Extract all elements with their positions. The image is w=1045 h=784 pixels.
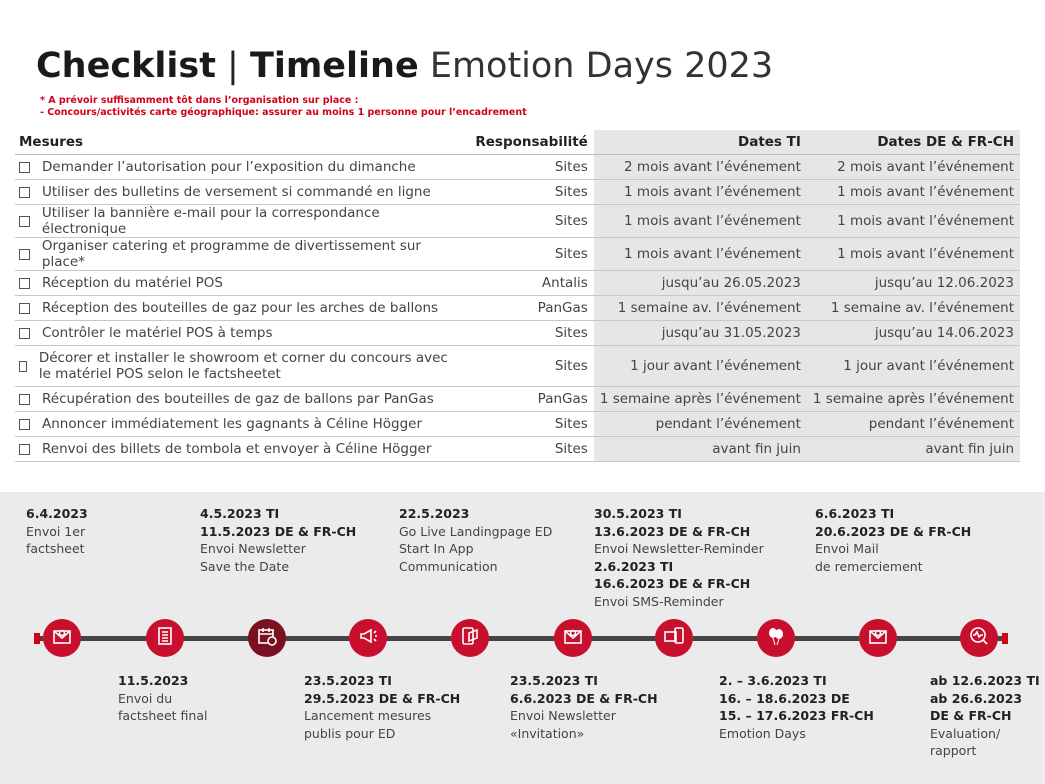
- event-text: de remerciement: [815, 558, 923, 574]
- mesure-text: Utiliser la bannière e-mail pour la correspondance électronique: [41, 205, 380, 237]
- timeline-event: [399, 505, 552, 575]
- cell-mesure: [15, 296, 469, 321]
- table-row: [15, 271, 1020, 296]
- mail-icon: [866, 624, 890, 652]
- cell-date-ti: 1 mois avant l’événement: [594, 205, 807, 238]
- page-title: Checklist | Timeline Emotion Days 2023: [36, 46, 774, 86]
- event-text: rapport: [930, 743, 977, 758]
- timeline-event: [26, 505, 88, 558]
- table-row: [15, 296, 1020, 321]
- cell-date-ti: avant fin juin: [594, 437, 807, 462]
- cell-date-de: 1 jour avant l’événement: [807, 346, 1020, 387]
- checkbox[interactable]: [19, 278, 30, 289]
- header-mesures: Mesures: [15, 130, 469, 155]
- event-text: factsheet: [26, 541, 85, 556]
- checkbox[interactable]: [19, 162, 30, 173]
- event-date: 22.5.2023: [399, 506, 470, 521]
- timeline-event: [719, 672, 874, 742]
- event-text: Emotion Days: [719, 725, 806, 741]
- checkbox[interactable]: [19, 394, 30, 405]
- cell-date-de: 1 semaine après l’événement: [807, 387, 1020, 412]
- event-date: DE & FR-CH: [930, 708, 1012, 723]
- mesure-text: Utiliser des bulletins de versement si commandé en ligne: [42, 184, 431, 200]
- event-text: Envoi Newsletter-Reminder: [594, 541, 764, 556]
- timeline-node: [349, 619, 387, 657]
- event-text: Go Live Landingpage ED: [399, 523, 553, 539]
- mesure-text: Décorer et installer le showroom et corner du concours avec le matériel POS selon le factsheetet: [38, 350, 448, 382]
- checkbox[interactable]: [19, 444, 30, 455]
- analytics-icon: [967, 624, 991, 652]
- event-date: 20.6.2023 DE & FR-CH: [815, 523, 972, 539]
- event-text: Envoi Newsletter: [510, 708, 616, 723]
- mesure-text: Renvoi des billets de tombola et envoyer à Céline Högger: [42, 441, 432, 457]
- table-row: [15, 321, 1020, 346]
- event-date: ab 26.6.2023: [930, 690, 1023, 706]
- cell-date-ti: 1 semaine av. l’événement: [594, 296, 807, 321]
- cell-mesure: [15, 205, 469, 238]
- cell-responsabilite: PanGas: [469, 296, 593, 321]
- event-text: Evaluation/: [930, 725, 1001, 741]
- event-text: Envoi 1er: [26, 523, 86, 539]
- cell-date-de: 1 mois avant l’événement: [807, 180, 1020, 205]
- table-row: [15, 437, 1020, 462]
- cell-mesure: [15, 155, 469, 180]
- timeline-node: [859, 619, 897, 657]
- checkbox[interactable]: [19, 187, 30, 198]
- checklist-table: [15, 130, 1020, 462]
- note-line: * A prévoir suffisamment tôt dans l’organisation sur place :: [40, 95, 359, 106]
- header-dates-ti: Dates TI: [594, 130, 807, 155]
- timeline-node: [960, 619, 998, 657]
- timeline-event: [200, 505, 356, 575]
- event-date: 2. – 3.6.2023 TI: [719, 673, 827, 688]
- timeline-node: [146, 619, 184, 657]
- event-text: Envoi Mail: [815, 541, 879, 556]
- table-row: [15, 205, 1020, 238]
- event-date: 11.5.2023 DE & FR-CH: [200, 523, 357, 539]
- cell-mesure: [15, 180, 469, 205]
- cell-mesure: [15, 412, 469, 437]
- event-date: 4.5.2023 TI: [200, 506, 280, 521]
- cell-date-de: jusqu’au 12.06.2023: [807, 271, 1020, 296]
- mesure-text: Réception des bouteilles de gaz pour les arches de ballons: [42, 300, 439, 316]
- cell-date-ti: 1 semaine après l’événement: [594, 387, 807, 412]
- event-date: 23.5.2023 TI: [304, 673, 392, 688]
- timeline-event: [118, 672, 207, 725]
- cell-date-ti: pendant l’événement: [594, 412, 807, 437]
- calendar-icon: [255, 624, 279, 652]
- cell-date-de: avant fin juin: [807, 437, 1020, 462]
- event-date: 30.5.2023 TI: [594, 506, 682, 521]
- timeline-node: [43, 619, 81, 657]
- megaphone-icon: [356, 624, 380, 652]
- mesure-text: Demander l’autorisation pour l’exposition du dimanche: [42, 159, 416, 175]
- cell-date-ti: 1 jour avant l’événement: [594, 346, 807, 387]
- event-text: factsheet final: [118, 708, 208, 723]
- checkbox[interactable]: [19, 303, 30, 314]
- mesure-text: Récupération des bouteilles de gaz de ballons par PanGas: [42, 391, 434, 407]
- header-responsabilite: Responsabilité: [469, 130, 593, 155]
- cell-date-de: pendant l’événement: [807, 412, 1020, 437]
- balloons-icon: [764, 624, 788, 652]
- notes: [40, 95, 527, 119]
- event-date: 2.6.2023 TI: [594, 558, 674, 574]
- table-row: [15, 387, 1020, 412]
- cell-date-de: jusqu’au 14.06.2023: [807, 321, 1020, 346]
- cell-responsabilite: Sites: [469, 205, 593, 238]
- event-text: «Invitation»: [510, 725, 585, 741]
- cell-date-ti: 1 mois avant l’événement: [594, 238, 807, 271]
- cell-responsabilite: Sites: [469, 180, 593, 205]
- event-text: Lancement mesures: [304, 708, 432, 723]
- mesure-text: Contrôler le matériel POS à temps: [42, 325, 273, 341]
- event-date: 11.5.2023: [118, 673, 189, 688]
- checkbox[interactable]: [19, 361, 27, 372]
- cell-responsabilite: Sites: [469, 346, 593, 387]
- event-text: Envoi SMS-Reminder: [594, 593, 724, 609]
- cell-mesure: [15, 387, 469, 412]
- event-text: Envoi du: [118, 690, 173, 706]
- checkbox[interactable]: [19, 419, 30, 430]
- mesure-text: Réception du matériel POS: [42, 275, 223, 291]
- header-dates-de: Dates DE & FR-CH: [807, 130, 1020, 155]
- cell-responsabilite: Sites: [469, 437, 593, 462]
- table-row: [15, 412, 1020, 437]
- timeline-event: [304, 672, 460, 742]
- timeline-start-marker: [34, 633, 40, 644]
- cell-date-de: 1 semaine av. l’événement: [807, 296, 1020, 321]
- checkbox[interactable]: [19, 249, 30, 260]
- event-date: 6.6.2023 DE & FR-CH: [510, 690, 658, 706]
- cell-mesure: [15, 437, 469, 462]
- event-date: 23.5.2023 TI: [510, 673, 598, 688]
- cell-responsabilite: PanGas: [469, 387, 593, 412]
- checkbox[interactable]: [19, 328, 30, 339]
- cell-mesure: [15, 271, 469, 296]
- timeline-event: [510, 672, 658, 742]
- event-date: 15. – 17.6.2023 FR-CH: [719, 708, 874, 723]
- event-date: 29.5.2023 DE & FR-CH: [304, 690, 461, 706]
- timeline-node: [248, 619, 286, 657]
- mesure-text: Organiser catering et programme de divertissement sur place*: [41, 238, 421, 270]
- timeline-node: [757, 619, 795, 657]
- event-text: Save the Date: [200, 558, 290, 574]
- cell-date-ti: jusqu’au 26.05.2023: [594, 271, 807, 296]
- timeline-node: [655, 619, 693, 657]
- mail-icon: [561, 624, 585, 652]
- table-row: [15, 346, 1020, 387]
- event-text: publis pour ED: [304, 725, 396, 741]
- phone-mail-icon: [458, 624, 482, 652]
- event-date: 16. – 18.6.2023 DE: [719, 690, 850, 706]
- checkbox[interactable]: [19, 216, 30, 227]
- list-icon: [153, 624, 177, 652]
- cell-date-de: 1 mois avant l’événement: [807, 238, 1020, 271]
- event-text: Envoi Newsletter: [200, 541, 306, 556]
- timeline-end-marker: [1002, 633, 1008, 644]
- cell-mesure: [15, 321, 469, 346]
- mesure-text: Annoncer immédiatement les gagnants à Céline Högger: [42, 416, 423, 432]
- cell-date-ti: 2 mois avant l’événement: [594, 155, 807, 180]
- event-text: Communication: [399, 558, 498, 574]
- table-row: [15, 180, 1020, 205]
- mail-phone-icon: [662, 624, 686, 652]
- cell-mesure: [15, 238, 469, 271]
- event-date: 6.4.2023: [26, 506, 88, 521]
- timeline-event: [930, 672, 1040, 760]
- note-line: - Concours/activités carte géographique: assurer au moins 1 personne pour l’encadrement: [40, 107, 527, 118]
- cell-responsabilite: Sites: [469, 238, 593, 271]
- timeline-node: [554, 619, 592, 657]
- timeline-event: [594, 505, 764, 610]
- cell-date-de: 2 mois avant l’événement: [807, 155, 1020, 180]
- timeline-event: [815, 505, 971, 575]
- event-date: 16.6.2023 DE & FR-CH: [594, 576, 751, 591]
- event-date: 6.6.2023 TI: [815, 506, 895, 521]
- cell-date-de: 1 mois avant l’événement: [807, 205, 1020, 238]
- table-row: [15, 155, 1020, 180]
- event-date: 13.6.2023 DE & FR-CH: [594, 523, 751, 539]
- timeline-node: [451, 619, 489, 657]
- cell-responsabilite: Sites: [469, 412, 593, 437]
- event-date: ab 12.6.2023 TI: [930, 673, 1040, 688]
- cell-date-ti: jusqu’au 31.05.2023: [594, 321, 807, 346]
- cell-mesure: [15, 346, 469, 387]
- cell-responsabilite: Sites: [469, 321, 593, 346]
- cell-responsabilite: Sites: [469, 155, 593, 180]
- table-row: [15, 238, 1020, 271]
- cell-responsabilite: Antalis: [469, 271, 593, 296]
- event-text: Start In App: [399, 541, 474, 556]
- cell-date-ti: 1 mois avant l’événement: [594, 180, 807, 205]
- mail-icon: [50, 624, 74, 652]
